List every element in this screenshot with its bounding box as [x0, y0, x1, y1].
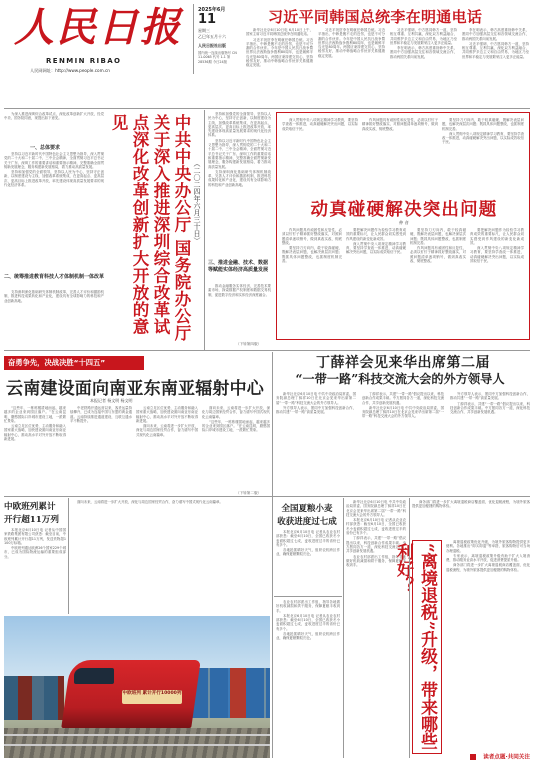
policy-intro: 为深入推进深圳综合改革试点，深化改革创新扩大开放，经党中央、国务院同意，现提出如下意见。 — [4, 112, 104, 121]
reader-tag-icon — [470, 754, 476, 760]
commentary-headline: 动真碰硬解决突出问题 — [310, 200, 498, 220]
summer-headline-2: 收获进度过七成 — [277, 517, 337, 527]
policy-subhead-1: 一、总体要求 — [30, 145, 61, 151]
summer-col: 本报北京6月10日电 记者从农业农村部获悉：截至6月10日，全国已收获冬小麦面积超过七成，麦收进度过半的省份已有多个。 各地抢抓晴好天气，组织农机跨区作业，确保夏粮颗粒归仓。 — [276, 530, 340, 557]
date-day: 11 — [198, 12, 217, 27]
masthead-url: 人民网网址：http://www.people.com.cn — [30, 68, 110, 73]
railway-col: 本报北京6月10日电 记者从中国国家铁路集团有限公司获悉：截至目前，中欧班列累计开行超11万列，发送货物超1100万标箱。 中欧班列通达欧洲26个国家229个城市，已成为国际物流运输的重要组成部分。 — [4, 528, 66, 559]
tax-headline: “离境退税”升级，带来哪些利好？ — [412, 540, 442, 754]
policy-col-1b: 支持深圳深化基础研究体制机制改革，完善人才评价和激励机制，推进科技成果转化和产业化，建设具有全球影响力的科技和产业创新高地。 — [4, 290, 104, 303]
policy-headline: 中共中央办公厅 国务院办公厅关于深入推进深圳综合改革试点深化改革创新扩大开放的意见 — [109, 114, 191, 342]
policy-continued: （下转第四版） — [236, 342, 262, 346]
commentary-top-1: 深入贯彻中央八项规定精神学习教育，要坚持学查改一体推进，动真碰硬解决突出问题，以实际成效取信于民。 — [282, 118, 358, 131]
summer-headline-1: 全国夏粮小麦 — [281, 504, 333, 514]
railway-headline-2: 开行超11万列 — [4, 515, 59, 525]
masthead-logo: 人民日报 — [14, 4, 182, 51]
lead-headline: 习近平同韩国总统李在明通电话 — [268, 8, 483, 26]
yunnan-continued: （下转第二版） — [236, 491, 262, 495]
weekday: 星期三 — [198, 28, 210, 33]
ding-headline-2: “一带一路”科技交流大会的外方领导人 — [295, 372, 505, 386]
commentary-top-2: 作风问题具有顽固性和反复性，必须以钉钉子精神抓好整改落实，对照问题清单逐项销号，做到真改实改、彻底整改。 — [362, 118, 438, 131]
commentary-author: 仲 音 — [399, 220, 409, 225]
lead-col-1: 新华社北京6月10日电 6月10日上午，国家主席习近平同韩国总统李在明通电话。 习近平祝贺李在明就任韩国总统。习近平指出，中韩是搬不走的近邻，也是不可分割的合作伙伴。今年是中国人民抗日战争暨世界反法西斯战争胜利80周年，也是朝鲜半岛光复80周年。两国应秉持建交初心，坚持睦邻友好，推动中韩战略合作伙伴关系健康稳定发展。 — [246, 28, 313, 68]
yunnan-col-3: 云南立足区位优势，主动服务和融入国家重大战略，加快建设面向南亚东南亚辐射中心，推动高水平对外开放不断取得新进展。 面向未来，云南将进一步扩大开放，深化与周边国家经贸合作，奋力谱写中国式现代化云南篇章。 — [136, 406, 198, 437]
policy-date: （二〇二四年六月三十日） — [193, 160, 201, 244]
policy-subhead-3: 三、推进金融、技术、数据等赋能实体经济高质量发展 — [208, 260, 269, 273]
policy-col-1a: 坚持以习近平新时代中国特色社会主义思想为指导，深入贯彻党的二十大和二十届二中、三中全会精神，全面贯彻习近平总书记关于广东、深圳工作的重要讲话和重要指示精神，完整准确全面贯彻新发展理念，服务构建新发展格局，着力推动高质量发展。 坚持和加强党的全面领导，坚持以人民为中心，坚持守正创新，以制度建设为主线，加强改革系统集成，在更高起点、更高层次、更高目标上推进改革开放，率先建设体现高质量发展要求的现代化经济体系。 — [4, 152, 104, 188]
train-photo — [4, 616, 270, 758]
yunnan-col-2: 中老铁路开通运营以来，客货运量持续攀升，已成为连接中国与东盟的黄金通道。云南持续推进通道建设，互联互通水平不断提升。 — [70, 406, 132, 423]
railway-col-2: 面向未来，云南将进一步扩大开放，深化与周边国家经贸合作，奋力谱写中国式现代化云南篇章。 — [77, 500, 223, 504]
commentary-top-3: 要坚持刀刃向内，敢于较真碰硬，既解决表层问题，也解决深层次问题；既抓具体问题整改，也抓制度机制完善。 深入贯彻中央八项规定精神学习教育，要坚持学查改一体推进，动真碰硬解决突出问题，以实际成效取信于民。 — [442, 118, 524, 145]
lead-col-3: 习近平强调，中方愿同韩方一道，坚持相互尊重、互利共赢，深化双方利益融合，共同维护多边主义和自由贸易，为地区乃至世界和平稳定与发展繁荣注入更多正能量。 李在明表示，韩方高度重视韩中关系，愿同中方加强高层交往和各领域交流合作，推动两国关系向前发展。 — [390, 28, 457, 59]
policy-col-2: 坚持和加强党的全面领导，坚持以人民为中心，坚持守正创新，以制度建设为主线，加强改革系统集成，在更高起点、更高层次、更高目标上推进改革开放，率先建设体现高质量发展要求的现代化经济体系。 坚持以习近平新时代中国特色社会主义思想为指导，深入贯彻党的二十大和二十届二中、三中全会精神，全面贯彻习近平总书记关于广东、深圳工作的重要讲话和重要指示精神，完整准确全面贯彻新发展理念，服务构建新发展格局，着力推动高质量发展。 支持深圳深化基础研究体制机制改革，完善人才评价和激励机制，推进科技成果转化和产业化，建设具有全球影响力的科技和产业创新高地。 — [208, 112, 271, 187]
railway-headline-1: 中欧班列累计 — [4, 502, 56, 512]
yunnan-col-1: “这些年，一栋栋楼拔地而起，越来越多的企业来到园区落户。”在云南昆明，磨憨国际口岸城市建设工地，一派繁忙景象。 云南立足区位优势，主动服务和融入国家重大战略，加快建设面向南亚东南亚辐射中心，推动高水平对外开放不断取得新进展。 — [4, 406, 66, 442]
tax-col-top: 商务部门将进一步扩大离境退税商店覆盖面，优化退税流程，为境外旅客提供更加便捷的购物体验。 — [412, 500, 530, 509]
mid-col-1: 新华社北京6月10日电 中共中央政治局常委、国务院副总理丁薛祥10日在北京会见来华出席第二届“一带一路”科技交流大会的外方领导人。 本报北京6月10日电 记者从农业农村部获悉：截至6月10日，全国已收获冬小麦面积超过七成，麦收进度过半的省份已有多个。 丁薛祥表示，共建“一带一路”倡议提出以来，科技创新合作成果丰硕。中方愿同各方一道，深化科技交流合作，共享创新发展机遇。 农业农村部派出工作组，指导各地做好机收减损和烘干服务，保障夏粮丰收到手。 — [346, 500, 406, 568]
ding-col-1: 新华社北京6月10日电 中共中央政治局常委、国务院副总理丁薛祥10日在北京会见来华出席第二届“一带一路”科技交流大会的外方领导人。 外方领导人表示，愿同中方加强科技创新合作，推动共建“一带一路”高质量发展。 — [276, 392, 356, 415]
yunnan-banner: 奋勇争先，决战决胜“十四五” — [4, 356, 144, 370]
commentary-bottom-3: 要坚持刀刃向内，敢于较真碰硬，既解决表层问题，也解决深层次问题；既抓具体问题整改，也抓制度机制完善。 作风问题具有顽固性和反复性，必须以钉钉子精神抓好整改落实，对照问题清单逐项销号，做到真改实改、彻底整改。 — [410, 228, 466, 264]
commentary-bottom-1: 作风问题具有顽固性和反复性，必须以钉钉子精神抓好整改落实，对照问题清单逐项销号，做到真改实改、彻底整改。 要坚持刀刃向内，敢于较真碰硬，既解决表层问题，也解决深层次问题；既抓具体问题整改，也抓制度机制完善。 — [282, 228, 342, 264]
tax-col-1: 离境退税政策优化升级，为境外旅客购物提供更多便利。各地推出“即买即退”等举措，旅客购物后可当场办理退税。 专家表示，离境退税政策升级有助于扩大入境消费，推动服务业高水平开放，促进消费提质升级。 商务部门将进一步扩大离境退税商店覆盖面，优化退税流程，为境外旅客提供更加便捷的购物体验。 — [446, 540, 530, 572]
publisher: 人民日报社出版 — [198, 43, 226, 48]
ding-col-2: 丁薛祥表示，共建“一带一路”倡议提出以来，科技创新合作成果丰硕。中方愿同各方一道，深化科技交流合作，共享创新发展机遇。 新华社北京6月10日电 中共中央政治局常委、国务院副总理丁薛祥10日在北京会见来华出席第二届“一带一路”科技交流大会的外方领导人。 — [362, 392, 444, 419]
ding-col-3: 外方领导人表示，愿同中方加强科技创新合作，推动共建“一带一路”高质量发展。 丁薛祥表示，共建“一带一路”倡议提出以来，科技创新合作成果丰硕。中方愿同各方一道，深化科技交流合作，共享创新发展机遇。 — [450, 392, 530, 415]
ding-headline-1: 丁薛祥会见来华出席第二届 — [316, 355, 490, 371]
commentary-bottom-4: 要把解决问题作为检验学习教育成效的重要标尺，让人民群众切实感受到作风建设的新变化新成效。 深入贯彻中央八项规定精神学习教育，要坚持学查改一体推进，动真碰硬解决突出问题，以实际成效取信于民。 — [470, 228, 524, 264]
summer-col-b: 农业农村部派出工作组，指导各地做好机收减损和烘干服务，保障夏粮丰收到手。 本报北京6月10日电 记者从农业农村部获悉：截至6月10日，全国已收获冬小麦面积超过七成，麦收进度过半的省份已有多个。 各地抢抓晴好天气，组织农机跨区作业，确保夏粮颗粒归仓。 — [276, 600, 340, 641]
issue-numbers: 国内统一连续出版物号 CN 11-0065 代号 1-1 第28536期 今日24版 — [198, 51, 237, 64]
policy-subhead-2: 二、统筹推进教育科技人才体制机制一体改革 — [4, 274, 105, 280]
yunnan-byline: 本报记者 杨文明 杨文明 — [90, 398, 133, 403]
lunar-date: 乙巳年五月十六 — [198, 34, 226, 39]
date-line: 2025年6月 — [198, 7, 226, 13]
lead-col-4: 李在明表示，韩方高度重视韩中关系，愿同中方加强高层交往和各领域交流合作，推动两国关系向前发展。 习近平强调，中方愿同韩方一道，坚持相互尊重、互利共赢，深化双方利益融合，共同维护多边主义和自由贸易，为地区乃至世界和平稳定与发展繁荣注入更多正能量。 — [462, 28, 529, 59]
yunnan-col-4: 面向未来，云南将进一步扩大开放，深化与周边国家经贸合作，奋力谱写中国式现代化云南篇章。 “这些年，一栋栋楼拔地而起，越来越多的企业来到园区落户。”在云南昆明，磨憨国际口岸城市建设工地，一派繁忙景象。 — [202, 406, 270, 433]
masthead-pinyin: RENMIN RIBAO — [46, 57, 122, 65]
commentary-bottom-2: 要把解决问题作为检验学习教育成效的重要标尺，让人民群众切实感受到作风建设的新变化新成效。 深入贯彻中央八项规定精神学习教育，要坚持学查改一体推进，动真碰硬解决突出问题，以实际成效取信于民。 — [346, 228, 406, 255]
reader-tag: 读者点题·共同关注 — [470, 746, 530, 756]
lead-col-2: 习近平祝贺李在明就任韩国总统。习近平指出，中韩是搬不走的近邻，也是不可分割的合作伙伴。今年是中国人民抗日战争暨世界反法西斯战争胜利80周年，也是朝鲜半岛光复80周年。两国应秉持建交初心，坚持睦邻友好，推动中韩战略合作伙伴关系健康稳定发展。 — [318, 28, 385, 58]
yunnan-headline: 云南建设面向南亚东南亚辐射中心 — [6, 379, 264, 399]
train-sign: 中欧班列 累计开行10000列 — [122, 691, 182, 696]
policy-col-2b: 推动金融服务实体经济，完善技术要素市场，探索数据产权制度和数据交易机制，促进数字经济和实体经济深度融合。 — [208, 284, 271, 297]
